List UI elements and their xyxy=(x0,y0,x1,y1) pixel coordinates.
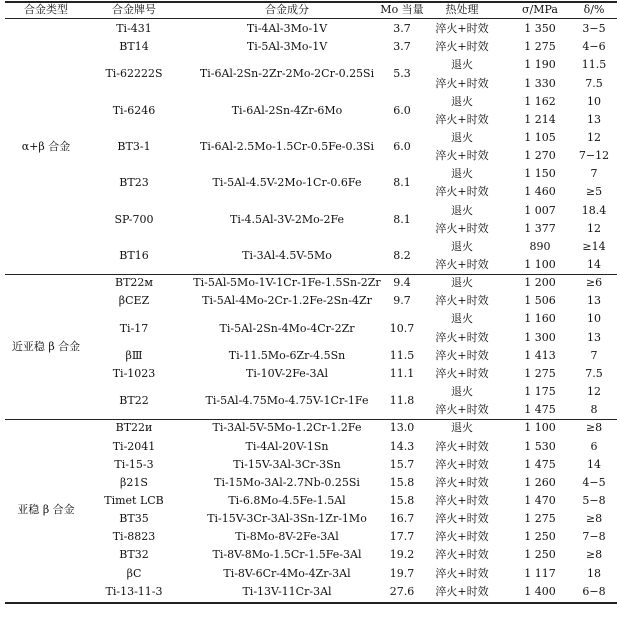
tensile-strength: 1 250 xyxy=(524,530,556,544)
alloy-grade: Ti-15-3 xyxy=(114,457,154,471)
heat-treatment: 淬火+时效 xyxy=(435,185,489,199)
elongation: 3−5 xyxy=(582,22,606,36)
alloy-grade: BT32 xyxy=(119,548,149,562)
mo-equivalent: 3.7 xyxy=(393,40,411,54)
elongation: 18 xyxy=(587,566,601,580)
tensile-strength: 1 105 xyxy=(524,130,556,144)
tensile-strength: 1 270 xyxy=(524,149,556,163)
tensile-strength: 1 275 xyxy=(524,366,556,380)
alloy-composition: Ti-5Al-2Sn-4Mo-4Cr-2Zr xyxy=(219,321,355,335)
tensile-strength: 1 162 xyxy=(524,94,556,108)
alloy-composition: Ti-3Al-4.5V-5Mo xyxy=(242,248,332,262)
alloy-grade: BT22м xyxy=(115,276,153,290)
alloy-grade: βCEZ xyxy=(118,294,150,308)
heat-treatment: 退火 xyxy=(451,276,473,290)
alloy-composition: Ti-5Al-5Mo-1V-1Cr-1Fe-1.5Sn-2Zr xyxy=(193,276,381,290)
tensile-strength: 1 007 xyxy=(524,203,556,217)
elongation: 7.5 xyxy=(585,366,603,380)
alloy-composition: Ti-15V-3Cr-3Al-3Sn-1Zr-1Mo xyxy=(207,512,367,526)
elongation: 6 xyxy=(590,439,598,453)
tensile-strength: 1 260 xyxy=(524,475,556,489)
heat-treatment: 退火 xyxy=(451,385,473,399)
alloy-type-label: 亚稳 β 合金 xyxy=(17,503,75,517)
alloy-grade: β21S xyxy=(120,475,148,489)
heat-treatment: 淬火+时效 xyxy=(435,566,489,580)
tensile-strength: 1 300 xyxy=(524,330,556,344)
header-strength: σ/MPa xyxy=(522,3,558,16)
elongation: 13 xyxy=(587,330,601,344)
elongation: 6−8 xyxy=(582,584,606,598)
heat-treatment: 淬火+时效 xyxy=(435,366,489,380)
heat-treatment: 淬火+时效 xyxy=(435,348,489,362)
alloy-grade: βC xyxy=(126,566,142,580)
elongation: 4−5 xyxy=(582,475,606,489)
alloy-grade: BT3-1 xyxy=(117,140,151,154)
mo-equivalent: 15.8 xyxy=(389,493,415,507)
elongation: 4−6 xyxy=(582,40,606,54)
alloy-composition: Ti-6Al-2Sn-2Zr-2Mo-2Cr-0.25Si xyxy=(199,67,375,81)
elongation: ≥8 xyxy=(585,421,603,435)
heat-treatment: 退火 xyxy=(451,130,473,144)
mo-equivalent: 8.2 xyxy=(393,248,411,262)
header-alloy-type: 合金类型 xyxy=(24,3,68,16)
tensile-strength: 1 530 xyxy=(524,439,556,453)
heat-treatment: 淬火+时效 xyxy=(435,258,489,272)
elongation: 14 xyxy=(587,457,601,471)
elongation: 7−12 xyxy=(578,149,610,163)
heat-treatment: 淬火+时效 xyxy=(435,294,489,308)
mo-equivalent: 8.1 xyxy=(393,176,411,190)
heat-treatment: 退火 xyxy=(451,421,473,435)
alloy-grade: Timet LCB xyxy=(104,493,164,507)
elongation: 10 xyxy=(587,94,601,108)
elongation: 7.5 xyxy=(585,76,603,90)
heat-treatment: 退火 xyxy=(451,94,473,108)
alloy-composition: Ti-4Al-20V-1Sn xyxy=(245,439,329,453)
alloy-composition: Ti-15V-3Al-3Cr-3Sn xyxy=(233,457,341,471)
alloy-composition: Ti-5Al-3Mo-1V xyxy=(246,40,328,54)
alloy-grade: Ti-17 xyxy=(119,321,149,335)
heat-treatment: 退火 xyxy=(451,167,473,181)
elongation: 8 xyxy=(590,403,598,417)
tensile-strength: 1 475 xyxy=(524,403,556,417)
tensile-strength: 1 250 xyxy=(524,548,556,562)
heat-treatment: 淬火+时效 xyxy=(435,221,489,235)
heat-treatment: 淬火+时效 xyxy=(435,330,489,344)
elongation: 12 xyxy=(587,130,601,144)
tensile-strength: 1 200 xyxy=(524,276,556,290)
alloy-grade: BT22 xyxy=(119,394,149,408)
header-elongation: δ/% xyxy=(583,3,605,16)
tensile-strength: 890 xyxy=(529,239,551,253)
alloy-composition: Ti-13V-11Cr-3Al xyxy=(242,584,332,598)
mo-equivalent: 11.8 xyxy=(389,394,415,408)
tensile-strength: 1 506 xyxy=(524,294,556,308)
tensile-strength: 1 475 xyxy=(524,457,556,471)
mo-equivalent: 16.7 xyxy=(389,512,415,526)
heat-treatment: 淬火+时效 xyxy=(435,76,489,90)
tensile-strength: 1 330 xyxy=(524,76,556,90)
table-bottom-rule xyxy=(5,602,617,604)
mo-equivalent: 11.5 xyxy=(389,348,415,362)
heat-treatment: 淬火+时效 xyxy=(435,475,489,489)
header-heat-treatment: 热处理 xyxy=(445,3,479,16)
heat-treatment: 退火 xyxy=(451,203,473,217)
header-mo-equivalent: Mo 当量 xyxy=(380,3,424,16)
heat-treatment: 退火 xyxy=(451,58,473,72)
heat-treatment: 淬火+时效 xyxy=(435,22,489,36)
tensile-strength: 1 175 xyxy=(524,385,556,399)
tensile-strength: 1 214 xyxy=(524,112,556,126)
mo-equivalent: 11.1 xyxy=(389,366,415,380)
elongation: 7−8 xyxy=(582,530,606,544)
mo-equivalent: 5.3 xyxy=(393,67,411,81)
alloy-grade: Ti-62222S xyxy=(105,67,163,81)
alloy-grade: βⅢ xyxy=(125,348,143,362)
elongation: 5−8 xyxy=(582,493,606,507)
header-rule xyxy=(5,18,617,19)
tensile-strength: 1 460 xyxy=(524,185,556,199)
elongation: 18.4 xyxy=(581,203,607,217)
heat-treatment: 淬火+时效 xyxy=(435,457,489,471)
alloy-grade: BT23 xyxy=(119,176,149,190)
mo-equivalent: 6.0 xyxy=(393,103,411,117)
elongation: ≥14 xyxy=(582,239,606,253)
mo-equivalent: 14.3 xyxy=(389,439,415,453)
alloy-composition: Ti-11.5Mo-6Zr-4.5Sn xyxy=(228,348,346,362)
alloy-composition: Ti-8Mo-8V-2Fe-3Al xyxy=(235,530,339,544)
elongation: 11.5 xyxy=(581,58,607,72)
mo-equivalent: 9.4 xyxy=(393,276,411,290)
alloy-composition: Ti-5Al-4.5V-2Mo-1Cr-0.6Fe xyxy=(212,176,362,190)
alloy-grade: Ti-8823 xyxy=(112,530,156,544)
alloy-type-label: α+β 合金 xyxy=(21,140,71,154)
heat-treatment: 退火 xyxy=(451,312,473,326)
alloy-composition: Ti-10V-2Fe-3Al xyxy=(246,366,328,380)
elongation: 14 xyxy=(587,258,601,272)
tensile-strength: 1 377 xyxy=(524,221,556,235)
header-composition: 合金成分 xyxy=(265,3,309,16)
tensile-strength: 1 275 xyxy=(524,512,556,526)
elongation: ≥5 xyxy=(585,185,603,199)
mo-equivalent: 9.7 xyxy=(393,294,411,308)
elongation: ≥8 xyxy=(585,548,603,562)
heat-treatment: 淬火+时效 xyxy=(435,584,489,598)
alloy-grade: BT14 xyxy=(119,40,149,54)
alloy-composition: Ti-3Al-5V-5Mo-1.2Cr-1.2Fe xyxy=(212,421,362,435)
alloy-grade: SP-700 xyxy=(114,212,154,226)
heat-treatment: 淬火+时效 xyxy=(435,548,489,562)
mo-equivalent: 13.0 xyxy=(389,421,415,435)
alloy-grade: Ti-6246 xyxy=(112,103,156,117)
alloy-grade: Ti-1023 xyxy=(112,366,156,380)
alloy-composition: Ti-8V-8Mo-1.5Cr-1.5Fe-3Al xyxy=(212,548,362,562)
tensile-strength: 1 160 xyxy=(524,312,556,326)
alloy-composition: Ti-6.8Mo-4.5Fe-1.5Al xyxy=(228,493,346,507)
mo-equivalent: 17.7 xyxy=(389,530,415,544)
alloy-composition: Ti-4.5Al-3V-2Mo-2Fe xyxy=(229,212,345,226)
tensile-strength: 1 413 xyxy=(524,348,556,362)
elongation: ≥8 xyxy=(585,512,603,526)
mo-equivalent: 27.6 xyxy=(389,584,415,598)
elongation: 13 xyxy=(587,294,601,308)
alloy-grade: Ti-431 xyxy=(116,22,152,36)
mo-equivalent: 10.7 xyxy=(389,321,415,335)
tensile-strength: 1 190 xyxy=(524,58,556,72)
heat-treatment: 淬火+时效 xyxy=(435,403,489,417)
alloy-composition: Ti-8V-6Cr-4Mo-4Zr-3Al xyxy=(223,566,351,580)
elongation: 12 xyxy=(587,385,601,399)
alloy-composition: Ti-6Al-2.5Mo-1.5Cr-0.5Fe-0.3Si xyxy=(199,140,375,154)
alloy-composition: Ti-6Al-2Sn-4Zr-6Mo xyxy=(231,103,343,117)
tensile-strength: 1 150 xyxy=(524,167,556,181)
tensile-strength: 1 275 xyxy=(524,40,556,54)
mo-equivalent: 15.8 xyxy=(389,475,415,489)
heat-treatment: 淬火+时效 xyxy=(435,112,489,126)
elongation: 13 xyxy=(587,112,601,126)
heat-treatment: 淬火+时效 xyxy=(435,149,489,163)
alloy-composition: Ti-5Al-4Mo-2Cr-1.2Fe-2Sn-4Zr xyxy=(202,294,372,308)
mo-equivalent: 6.0 xyxy=(393,140,411,154)
alloy-composition: Ti-4Al-3Mo-1V xyxy=(246,22,328,36)
mo-equivalent: 19.2 xyxy=(389,548,415,562)
elongation: 12 xyxy=(587,221,601,235)
elongation: 10 xyxy=(587,312,601,326)
heat-treatment: 淬火+时效 xyxy=(435,439,489,453)
heat-treatment: 淬火+时效 xyxy=(435,530,489,544)
tensile-strength: 1 470 xyxy=(524,493,556,507)
mo-equivalent: 8.1 xyxy=(393,212,411,226)
alloy-grade: BT35 xyxy=(119,512,149,526)
alloy-grade: BT22и xyxy=(115,421,153,435)
tensile-strength: 1 100 xyxy=(524,421,556,435)
group-divider xyxy=(5,274,617,275)
group-divider xyxy=(5,419,617,420)
alloy-composition: Ti-5Al-4.75Mo-4.75V-1Cr-1Fe xyxy=(205,394,369,408)
mo-equivalent: 15.7 xyxy=(389,457,415,471)
header-alloy-grade: 合金牌号 xyxy=(112,3,156,16)
tensile-strength: 1 117 xyxy=(524,566,556,580)
elongation: 7 xyxy=(590,167,598,181)
alloy-grade: Ti-2041 xyxy=(112,439,156,453)
heat-treatment: 淬火+时效 xyxy=(435,40,489,54)
tensile-strength: 1 350 xyxy=(524,22,556,36)
alloy-grade: Ti-13-11-3 xyxy=(105,584,163,598)
alloy-type-label: 近亚稳 β 合金 xyxy=(11,339,81,353)
mo-equivalent: 19.7 xyxy=(389,566,415,580)
mo-equivalent: 3.7 xyxy=(393,22,411,36)
alloy-grade: BT16 xyxy=(119,248,149,262)
alloy-composition: Ti-15Mo-3Al-2.7Nb-0.25Si xyxy=(214,475,360,489)
heat-treatment: 淬火+时效 xyxy=(435,493,489,507)
heat-treatment: 退火 xyxy=(451,239,473,253)
tensile-strength: 1 100 xyxy=(524,258,556,272)
tensile-strength: 1 400 xyxy=(524,584,556,598)
heat-treatment: 淬火+时效 xyxy=(435,512,489,526)
elongation: 7 xyxy=(590,348,598,362)
elongation: ≥6 xyxy=(585,276,603,290)
